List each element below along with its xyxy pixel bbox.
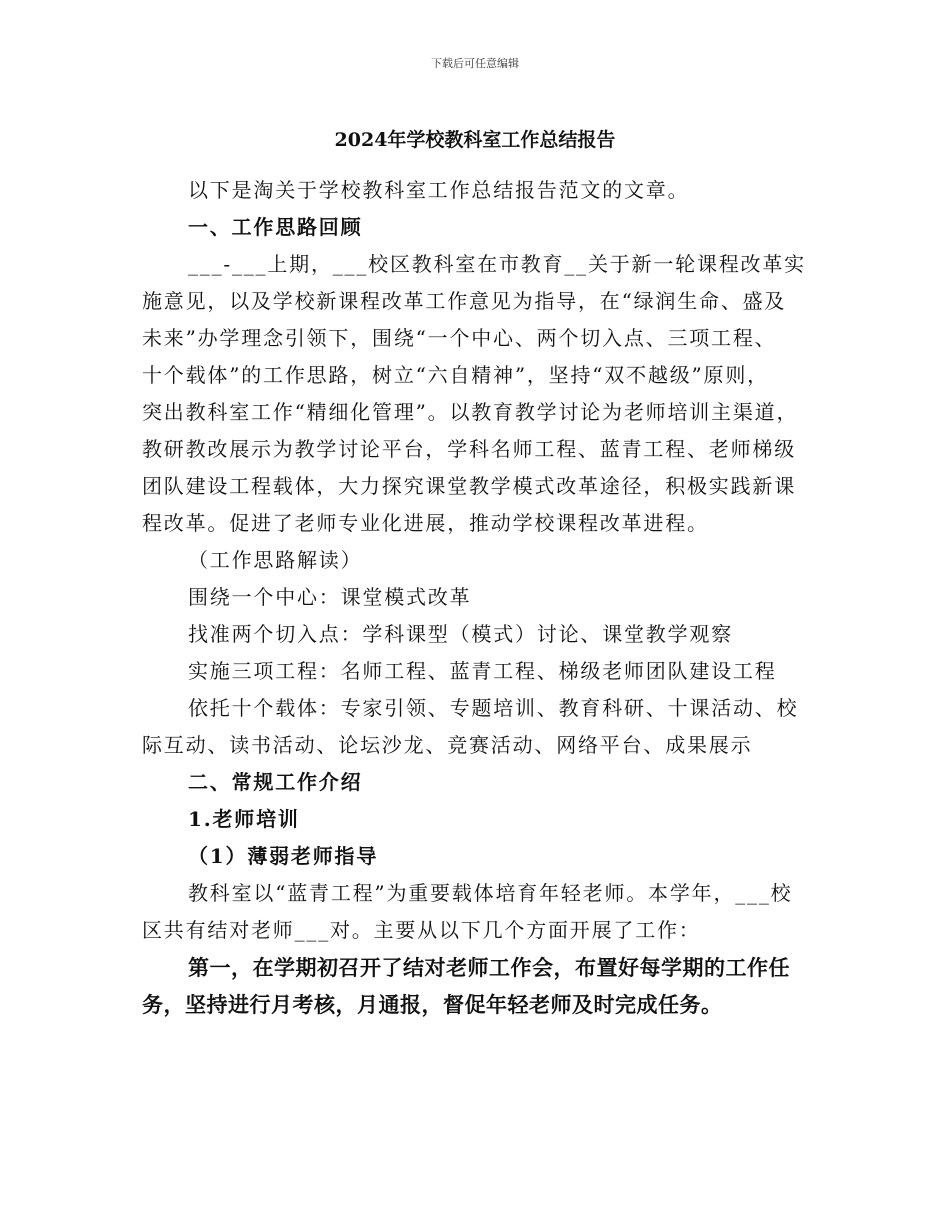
body-line: 十个载体”的工作思路，树立“六自精神”，坚持“双不越级”原则， <box>142 363 769 387</box>
body-line: 未来”办学理念引领下，围绕“一个中心、两个切入点、三项工程、 <box>142 326 777 350</box>
body-line: 突出教科室工作“精细化管理”。以教育教学讨论为老师培训主渠道， <box>142 400 799 424</box>
section-heading-2: 二、常规工作介绍 <box>188 770 363 794</box>
body-line: 教科室以“蓝青工程”为重要载体培育年轻老师。本学年，___校 <box>188 881 793 905</box>
emphasis-line: 第一，在学期初召开了结对老师工作会，布置好每学期的工作任 <box>188 955 790 980</box>
intro-paragraph: 以下是淘关于学校教科室工作总结报告范文的文章。 <box>188 178 690 202</box>
body-line: 区共有结对老师___对。主要从以下几个方面开展了工作： <box>142 918 701 942</box>
body-line: ___-___上期，___校区教科室在市教育__关于新一轮课程改革实 <box>188 252 806 276</box>
body-line: 际互动、读书活动、论坛沙龙、竞赛活动、网络平台、成果展示 <box>142 733 753 757</box>
body-line: 程改革。促进了老师专业化进展，推动学校课程改革进程。 <box>142 511 709 535</box>
body-line: 找准两个切入点：学科课型（模式）讨论、课堂教学观察 <box>188 622 733 646</box>
body-line: 团队建设工程载体，大力探究课堂教学模式改革途径，积极实践新课 <box>142 474 796 498</box>
body-line: （工作思路解读） <box>188 548 363 572</box>
section-heading-1: 一、工作思路回顾 <box>188 215 363 239</box>
body-line: 施意见，以及学校新课程改革工作意见为指导，在“绿润生命、盛及 <box>142 289 787 313</box>
body-line: 围绕一个中心：课堂模式改革 <box>188 585 472 609</box>
body-line: 教研教改展示为教学讨论平台，学科名师工程、蓝青工程、老师梯级 <box>142 437 796 461</box>
body-line: 实施三项工程：名师工程、蓝青工程、梯级老师团队建设工程 <box>188 659 777 683</box>
document-body <box>142 172 812 1023</box>
header-note: 下载后可任意编辑 <box>431 57 519 70</box>
document-title: 2024年学校教科室工作总结报告 <box>334 129 616 151</box>
subsection-heading: 1.老师培训 <box>188 807 300 831</box>
subsection-heading: （1）薄弱老师指导 <box>188 844 379 868</box>
emphasis-line: 务，坚持进行月考核，月通报，督促年轻老师及时完成任务。 <box>142 992 723 1017</box>
body-line: 依托十个载体：专家引领、专题培训、教育科研、十课活动、校 <box>188 696 799 720</box>
